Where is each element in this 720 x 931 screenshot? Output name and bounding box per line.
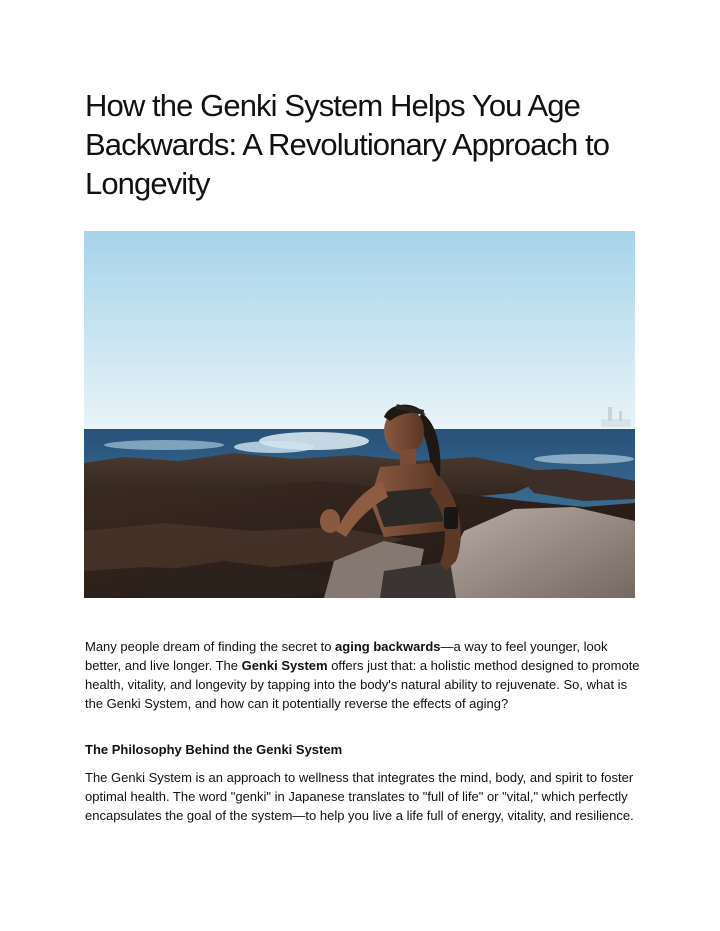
intro-bold-aging-backwards: aging backwards [335, 639, 441, 654]
hero-image [84, 231, 635, 598]
section-paragraph: The Genki System is an approach to wellness that integrates the mind, body, and spirit to foster optimal health. The word "genki" in Japanese translates to "full of life" or "vital," which perfectly encapsulates the goal of the system—to help you live a life full of energy, vitality, and resilience. [85, 770, 634, 823]
section-heading: The Philosophy Behind the Genki System [85, 742, 343, 757]
intro-bold-genki-system: Genki System [241, 658, 328, 673]
intro-text-2: —a way to feel younger, look better, and live longer. The [85, 639, 608, 673]
page-title: How the Genki System Helps You Age Backwards: A Revolutionary Approach to Longevity [85, 88, 610, 201]
intro-text-3: offers just that: a holistic method designed to promote health, vitality, and longevity by tapping into the body's natural ability to rejuvenate. So, what is the Genki System, and how can it potentially reverse the effects of aging? [85, 658, 640, 711]
intro-text-1: Many people dream of finding the secret to [85, 639, 336, 654]
intro-paragraph [85, 637, 641, 713]
